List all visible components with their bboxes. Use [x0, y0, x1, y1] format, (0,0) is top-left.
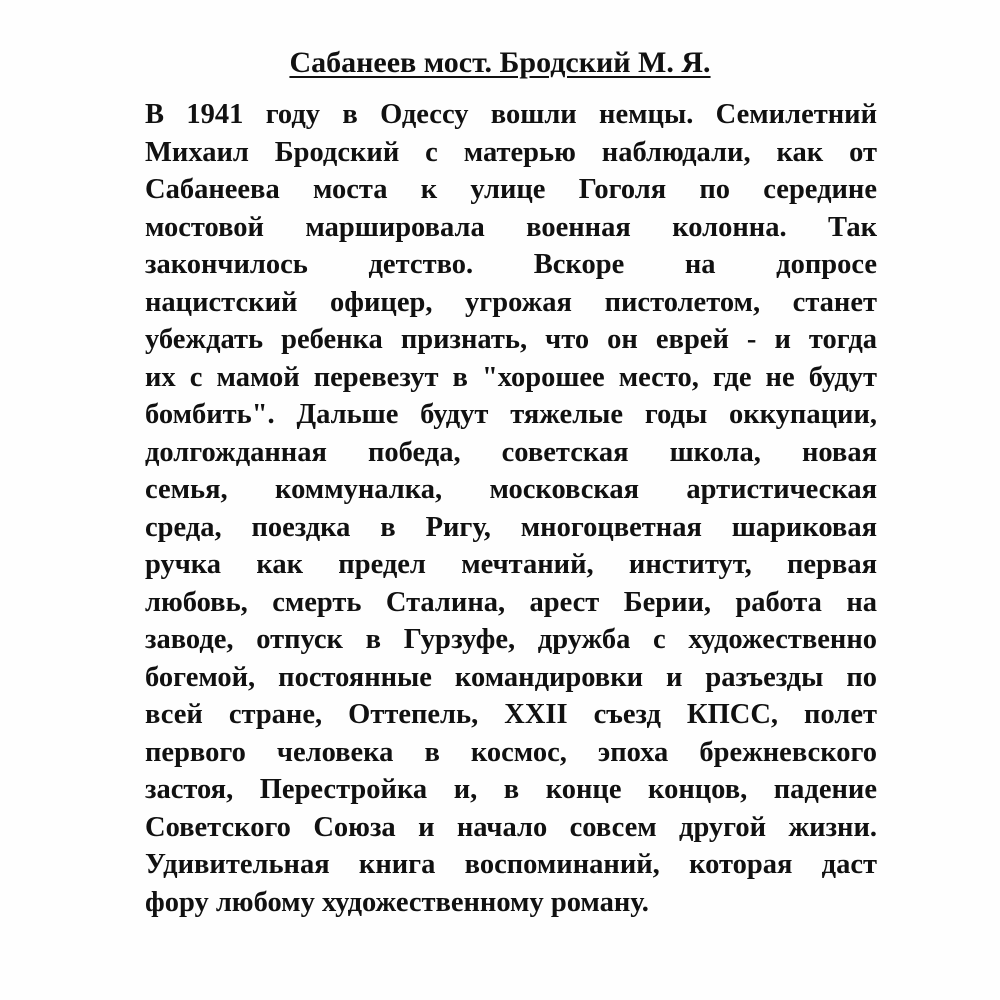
body-line: семья, коммуналка, московская артистическая	[145, 474, 877, 505]
body-line: Советского Союза и начало совсем другой жизни.	[145, 811, 877, 843]
body-line: Сабанеева моста к улице Гоголя по середине	[145, 174, 877, 205]
body-line: закончилось детство. Вскоре на допросе	[145, 249, 877, 280]
body-line: любовь, смерть Сталина, арест Берии, работа на	[145, 586, 877, 618]
document-title	[0, 45, 1000, 81]
body-line: первого человека в космос, эпоха брежневского	[145, 736, 877, 768]
document-body	[145, 96, 877, 921]
body-line: убеждать ребенка признать, что он еврей - и тогда	[145, 324, 877, 355]
body-line: Михаил Бродский с матерью наблюдали, как от	[145, 136, 877, 168]
body-line: мостовой маршировала военная колонна. Так	[145, 211, 877, 243]
body-line: Удивительная книга воспоминаний, которая даст	[145, 849, 877, 880]
body-line: всей стране, Оттепель, XXII съезд КПСС, полет	[145, 699, 877, 730]
body-line: заводе, отпуск в Гурзуфе, дружба с художественно	[145, 624, 877, 655]
body-line: фору любому художественному роману.	[145, 886, 649, 918]
body-line: В 1941 году в Одессу вошли немцы. Семилетний	[145, 99, 877, 130]
body-line: долгожданная победа, советская школа, новая	[145, 436, 877, 468]
body-line: застоя, Перестройка и, в конце концов, падение	[145, 774, 877, 805]
body-line: среда, поездка в Ригу, многоцветная шариковая	[145, 511, 877, 543]
document-title-text: Сабанеев мост. Бродский М. Я.	[289, 46, 711, 79]
body-line: их с мамой перевезут в "хорошее место, где не будут	[145, 361, 877, 393]
body-line: нацистский офицер, угрожая пистолетом, станет	[145, 286, 877, 318]
body-line: бомбить". Дальше будут тяжелые годы оккупации,	[145, 399, 877, 430]
body-line: ручка как предел мечтаний, институт, первая	[145, 549, 877, 580]
body-line: богемой, постоянные командировки и разъезды по	[145, 661, 877, 693]
